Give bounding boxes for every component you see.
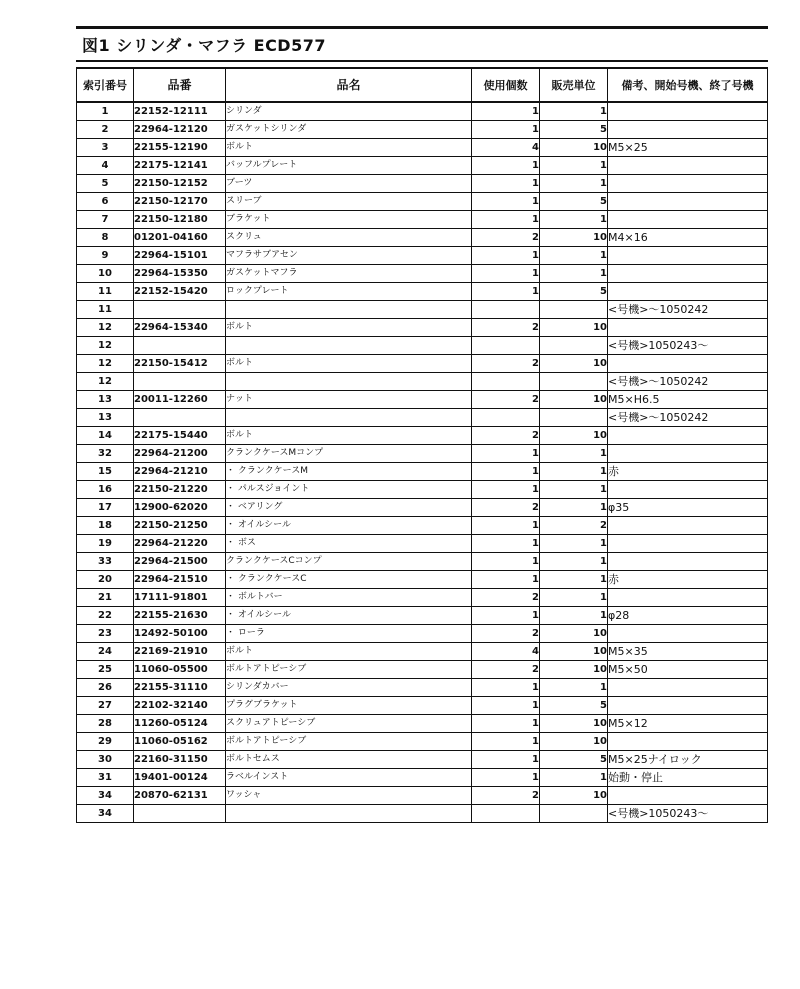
index-number-cell: 19 (77, 535, 134, 553)
remarks-cell: M5×H6.5 (608, 391, 768, 409)
sales-unit-cell: 10 (540, 733, 608, 751)
quantity-cell: 2 (472, 589, 540, 607)
quantity-cell: 2 (472, 625, 540, 643)
header-quantity-label: 使用個数 (483, 78, 528, 92)
index-number-cell: 33 (77, 553, 134, 571)
quantity-cell: 2 (472, 661, 540, 679)
part-number-cell (134, 805, 226, 823)
sales-unit-cell: 10 (540, 427, 608, 445)
index-number-cell: 21 (77, 589, 134, 607)
quantity-cell: 1 (472, 463, 540, 481)
sales-unit-cell: 5 (540, 283, 608, 301)
index-number-cell: 28 (77, 715, 134, 733)
table-row (77, 481, 768, 499)
sales-unit-cell: 1 (540, 679, 608, 697)
index-number-cell: 29 (77, 733, 134, 751)
part-number-cell: 20870-62131 (134, 787, 226, 805)
table-row (77, 355, 768, 373)
quantity-cell: 2 (472, 391, 540, 409)
remarks-cell: M5×25 (608, 139, 768, 157)
table-row (77, 139, 768, 157)
sales-unit-cell (540, 409, 608, 427)
sales-unit-cell: 1 (540, 211, 608, 229)
sales-unit-cell: 1 (540, 499, 608, 517)
parts-table (76, 67, 768, 823)
part-number-cell: 22964-15350 (134, 265, 226, 283)
part-name-cell: プラグブラケット (226, 697, 472, 715)
index-number-cell: 34 (77, 805, 134, 823)
quantity-cell: 1 (472, 553, 540, 571)
part-name-cell: ボルト (226, 319, 472, 337)
index-number-cell: 17 (77, 499, 134, 517)
part-number-cell: 22150-12170 (134, 193, 226, 211)
part-name-cell: ボルト (226, 643, 472, 661)
remarks-cell (608, 283, 768, 301)
part-number-cell: 22964-21210 (134, 463, 226, 481)
quantity-cell: 1 (472, 769, 540, 787)
remarks-cell: 赤 (608, 463, 768, 481)
quantity-cell: 1 (472, 102, 540, 121)
quantity-cell: 2 (472, 427, 540, 445)
quantity-cell: 2 (472, 787, 540, 805)
part-number-cell: 12900-62020 (134, 499, 226, 517)
index-number-cell: 11 (77, 301, 134, 319)
part-name-cell: ボルト (226, 139, 472, 157)
table-row (77, 265, 768, 283)
remarks-cell (608, 733, 768, 751)
part-name-cell: クランクケースMコンプ (226, 445, 472, 463)
part-number-cell: 22964-12120 (134, 121, 226, 139)
quantity-cell (472, 373, 540, 391)
table-row (77, 607, 768, 625)
part-name-cell: ボルトアトピーシブ (226, 661, 472, 679)
quantity-cell: 1 (472, 715, 540, 733)
part-name-cell: スクリュアトピーシブ (226, 715, 472, 733)
quantity-cell (472, 409, 540, 427)
part-name-cell: ボルトセムス (226, 751, 472, 769)
part-name-cell (226, 409, 472, 427)
sales-unit-cell: 1 (540, 445, 608, 463)
table-row (77, 211, 768, 229)
header-part-name-label: 品名 (336, 77, 361, 92)
quantity-cell (472, 337, 540, 355)
quantity-cell: 1 (472, 607, 540, 625)
part-name-cell: クランクケースCコンプ (226, 553, 472, 571)
index-number-cell: 7 (77, 211, 134, 229)
table-row (77, 733, 768, 751)
sales-unit-cell: 1 (540, 535, 608, 553)
index-number-cell: 8 (77, 229, 134, 247)
remarks-cell (608, 102, 768, 121)
part-name-cell: バッフルプレート (226, 157, 472, 175)
remarks-cell (608, 193, 768, 211)
header-remarks (608, 68, 768, 102)
top-rule (76, 26, 768, 29)
quantity-cell: 1 (472, 733, 540, 751)
remarks-cell (608, 697, 768, 715)
table-row (77, 229, 768, 247)
sales-unit-cell (540, 337, 608, 355)
sales-unit-cell: 10 (540, 787, 608, 805)
sales-unit-cell: 10 (540, 139, 608, 157)
part-number-cell: 22964-21510 (134, 571, 226, 589)
table-row (77, 499, 768, 517)
table-row (77, 589, 768, 607)
quantity-cell: 1 (472, 535, 540, 553)
part-name-cell (226, 805, 472, 823)
part-name-cell: ・ オイルシール (226, 517, 472, 535)
remarks-cell (608, 211, 768, 229)
part-name-cell: ワッシャ (226, 787, 472, 805)
remarks-cell: 赤 (608, 571, 768, 589)
quantity-cell: 1 (472, 697, 540, 715)
remarks-cell: M4×16 (608, 229, 768, 247)
page-title: 図1 シリンダ・マフラ ECD577 (82, 36, 326, 55)
remarks-cell (608, 355, 768, 373)
remarks-cell (608, 553, 768, 571)
table-row (77, 193, 768, 211)
quantity-cell (472, 805, 540, 823)
header-sales-unit-label: 販売単位 (551, 78, 596, 92)
index-number-cell: 15 (77, 463, 134, 481)
remarks-cell: M5×35 (608, 643, 768, 661)
table-row (77, 301, 768, 319)
table-row (77, 175, 768, 193)
index-number-cell: 12 (77, 319, 134, 337)
part-name-cell: ・ ローラ (226, 625, 472, 643)
part-number-cell: 22150-12152 (134, 175, 226, 193)
table-row (77, 679, 768, 697)
part-number-cell: 22155-31110 (134, 679, 226, 697)
part-name-cell: ・ クランクケースM (226, 463, 472, 481)
part-name-cell: ラベルインスト (226, 769, 472, 787)
remarks-cell (608, 265, 768, 283)
index-number-cell: 12 (77, 373, 134, 391)
part-name-cell: ボルトアトピーシブ (226, 733, 472, 751)
part-number-cell: 11260-05124 (134, 715, 226, 733)
parts-table-body (77, 102, 768, 823)
quantity-cell: 1 (472, 211, 540, 229)
index-number-cell: 3 (77, 139, 134, 157)
index-number-cell: 12 (77, 337, 134, 355)
index-number-cell: 22 (77, 607, 134, 625)
table-row (77, 247, 768, 265)
index-number-cell: 1 (77, 102, 134, 121)
index-number-cell: 25 (77, 661, 134, 679)
quantity-cell: 1 (472, 751, 540, 769)
remarks-cell: <号機>～1050242 (608, 373, 768, 391)
table-row (77, 751, 768, 769)
table-row (77, 625, 768, 643)
quantity-cell: 4 (472, 643, 540, 661)
table-row (77, 427, 768, 445)
quantity-cell: 1 (472, 679, 540, 697)
sales-unit-cell: 2 (540, 517, 608, 535)
remarks-cell (608, 427, 768, 445)
part-name-cell: ・ ボス (226, 535, 472, 553)
remarks-cell (608, 445, 768, 463)
remarks-cell (608, 517, 768, 535)
sales-unit-cell: 1 (540, 553, 608, 571)
part-number-cell: 22150-21220 (134, 481, 226, 499)
quantity-cell: 1 (472, 481, 540, 499)
part-number-cell: 22175-12141 (134, 157, 226, 175)
quantity-cell: 2 (472, 499, 540, 517)
sales-unit-cell (540, 373, 608, 391)
table-row (77, 409, 768, 427)
index-number-cell: 4 (77, 157, 134, 175)
index-number-cell: 13 (77, 409, 134, 427)
remarks-cell (608, 319, 768, 337)
sales-unit-cell: 1 (540, 102, 608, 121)
table-row (77, 445, 768, 463)
part-number-cell: 22964-15340 (134, 319, 226, 337)
quantity-cell: 1 (472, 247, 540, 265)
quantity-cell: 1 (472, 157, 540, 175)
part-number-cell: 22150-12180 (134, 211, 226, 229)
part-number-cell: 22155-12190 (134, 139, 226, 157)
header-index-number-label: 索引番号 (83, 78, 127, 92)
table-row (77, 787, 768, 805)
part-name-cell: ・ ベアリング (226, 499, 472, 517)
part-number-cell: 22175-15440 (134, 427, 226, 445)
remarks-cell (608, 535, 768, 553)
index-number-cell: 10 (77, 265, 134, 283)
part-name-cell: ・ ボルトバー (226, 589, 472, 607)
table-row (77, 157, 768, 175)
index-number-cell: 11 (77, 283, 134, 301)
remarks-cell (608, 589, 768, 607)
header-index-number (77, 68, 134, 102)
sales-unit-cell: 1 (540, 463, 608, 481)
part-number-cell: 11060-05500 (134, 661, 226, 679)
table-row (77, 121, 768, 139)
table-row (77, 373, 768, 391)
quantity-cell: 1 (472, 571, 540, 589)
part-name-cell: シリンダカバー (226, 679, 472, 697)
table-row (77, 661, 768, 679)
quantity-cell: 1 (472, 283, 540, 301)
sales-unit-cell: 1 (540, 589, 608, 607)
remarks-cell (608, 121, 768, 139)
part-number-cell: 22964-21220 (134, 535, 226, 553)
part-name-cell: ボルト (226, 355, 472, 373)
quantity-cell: 2 (472, 355, 540, 373)
remarks-cell: φ35 (608, 499, 768, 517)
part-name-cell (226, 301, 472, 319)
index-number-cell: 6 (77, 193, 134, 211)
sales-unit-cell: 10 (540, 625, 608, 643)
remarks-cell: M5×50 (608, 661, 768, 679)
table-row (77, 283, 768, 301)
index-number-cell: 2 (77, 121, 134, 139)
remarks-cell: M5×25ナイロック (608, 751, 768, 769)
part-name-cell: ガスケットシリンダ (226, 121, 472, 139)
part-number-cell: 22160-31150 (134, 751, 226, 769)
sales-unit-cell: 1 (540, 265, 608, 283)
quantity-cell: 2 (472, 229, 540, 247)
header-remarks-label: 備考、開始号機、終了号機 (621, 78, 754, 92)
part-number-cell: 22964-15101 (134, 247, 226, 265)
index-number-cell: 31 (77, 769, 134, 787)
part-number-cell: 22152-15420 (134, 283, 226, 301)
sales-unit-cell: 10 (540, 715, 608, 733)
table-row (77, 769, 768, 787)
sales-unit-cell: 5 (540, 751, 608, 769)
part-number-cell: 22150-21250 (134, 517, 226, 535)
part-name-cell: ・ パルスジョイント (226, 481, 472, 499)
header-part-number-label: 品番 (167, 77, 192, 92)
part-number-cell: 01201-04160 (134, 229, 226, 247)
remarks-cell (608, 481, 768, 499)
quantity-cell: 1 (472, 193, 540, 211)
index-number-cell: 12 (77, 355, 134, 373)
index-number-cell: 27 (77, 697, 134, 715)
quantity-cell: 1 (472, 265, 540, 283)
quantity-cell: 4 (472, 139, 540, 157)
quantity-cell: 2 (472, 319, 540, 337)
sales-unit-cell: 10 (540, 391, 608, 409)
sales-unit-cell: 10 (540, 229, 608, 247)
part-number-cell: 22102-32140 (134, 697, 226, 715)
table-row (77, 319, 768, 337)
part-number-cell: 20011-12260 (134, 391, 226, 409)
sales-unit-cell: 10 (540, 319, 608, 337)
part-name-cell: ガスケットマフラ (226, 265, 472, 283)
sales-unit-cell: 1 (540, 769, 608, 787)
index-number-cell: 20 (77, 571, 134, 589)
remarks-cell (608, 175, 768, 193)
remarks-cell (608, 787, 768, 805)
quantity-cell: 1 (472, 175, 540, 193)
part-name-cell: ・ クランクケースC (226, 571, 472, 589)
part-name-cell: ブーツ (226, 175, 472, 193)
quantity-cell: 1 (472, 121, 540, 139)
index-number-cell: 14 (77, 427, 134, 445)
index-number-cell: 26 (77, 679, 134, 697)
sales-unit-cell: 1 (540, 175, 608, 193)
part-name-cell: ・ オイルシール (226, 607, 472, 625)
index-number-cell: 34 (77, 787, 134, 805)
sales-unit-cell (540, 301, 608, 319)
part-number-cell: 12492-50100 (134, 625, 226, 643)
part-name-cell: シリンダ (226, 102, 472, 121)
part-name-cell: ロックプレート (226, 283, 472, 301)
remarks-cell: <号機>～1050242 (608, 301, 768, 319)
sales-unit-cell: 5 (540, 121, 608, 139)
remarks-cell: 始動・停止 (608, 769, 768, 787)
table-row (77, 715, 768, 733)
sales-unit-cell: 10 (540, 355, 608, 373)
table-row (77, 102, 768, 121)
header-quantity (472, 68, 540, 102)
header-part-number (134, 68, 226, 102)
part-name-cell (226, 337, 472, 355)
part-name-cell (226, 373, 472, 391)
sales-unit-cell: 1 (540, 157, 608, 175)
sales-unit-cell: 10 (540, 643, 608, 661)
table-row (77, 391, 768, 409)
part-number-cell (134, 409, 226, 427)
remarks-cell: <号機>1050243～ (608, 337, 768, 355)
remarks-cell (608, 247, 768, 265)
table-row (77, 697, 768, 715)
part-number-cell (134, 373, 226, 391)
part-number-cell: 22964-21200 (134, 445, 226, 463)
table-row (77, 517, 768, 535)
header-sales-unit (540, 68, 608, 102)
part-name-cell: スリーブ (226, 193, 472, 211)
part-number-cell: 17111-91801 (134, 589, 226, 607)
part-number-cell: 19401-00124 (134, 769, 226, 787)
index-number-cell: 5 (77, 175, 134, 193)
part-number-cell (134, 301, 226, 319)
remarks-cell: <号機>～1050242 (608, 409, 768, 427)
part-number-cell: 11060-05162 (134, 733, 226, 751)
part-number-cell: 22169-21910 (134, 643, 226, 661)
part-name-cell: ナット (226, 391, 472, 409)
sales-unit-cell: 1 (540, 607, 608, 625)
table-row (77, 553, 768, 571)
quantity-cell: 1 (472, 445, 540, 463)
quantity-cell (472, 301, 540, 319)
index-number-cell: 9 (77, 247, 134, 265)
table-row (77, 463, 768, 481)
table-row (77, 535, 768, 553)
table-row (77, 643, 768, 661)
title-rule (76, 60, 768, 62)
part-name-cell: スクリュ (226, 229, 472, 247)
index-number-cell: 32 (77, 445, 134, 463)
sales-unit-cell: 5 (540, 193, 608, 211)
sales-unit-cell: 10 (540, 661, 608, 679)
part-number-cell: 22150-15412 (134, 355, 226, 373)
remarks-cell (608, 625, 768, 643)
remarks-cell: M5×12 (608, 715, 768, 733)
part-number-cell: 22964-21500 (134, 553, 226, 571)
part-name-cell: ボルト (226, 427, 472, 445)
sales-unit-cell: 1 (540, 481, 608, 499)
part-name-cell: ブラケット (226, 211, 472, 229)
part-number-cell: 22155-21630 (134, 607, 226, 625)
part-name-cell: マフラサブアセン (226, 247, 472, 265)
remarks-cell: φ28 (608, 607, 768, 625)
sales-unit-cell: 1 (540, 247, 608, 265)
table-row (77, 571, 768, 589)
index-number-cell: 30 (77, 751, 134, 769)
index-number-cell: 23 (77, 625, 134, 643)
remarks-cell: <号機>1050243～ (608, 805, 768, 823)
part-number-cell: 22152-12111 (134, 102, 226, 121)
index-number-cell: 16 (77, 481, 134, 499)
index-number-cell: 13 (77, 391, 134, 409)
sales-unit-cell: 5 (540, 697, 608, 715)
part-number-cell (134, 337, 226, 355)
table-header-row (77, 68, 768, 102)
index-number-cell: 24 (77, 643, 134, 661)
index-number-cell: 18 (77, 517, 134, 535)
table-row (77, 805, 768, 823)
header-part-name (226, 68, 472, 102)
remarks-cell (608, 679, 768, 697)
table-row (77, 337, 768, 355)
quantity-cell: 1 (472, 517, 540, 535)
sales-unit-cell: 1 (540, 571, 608, 589)
remarks-cell (608, 157, 768, 175)
sales-unit-cell (540, 805, 608, 823)
